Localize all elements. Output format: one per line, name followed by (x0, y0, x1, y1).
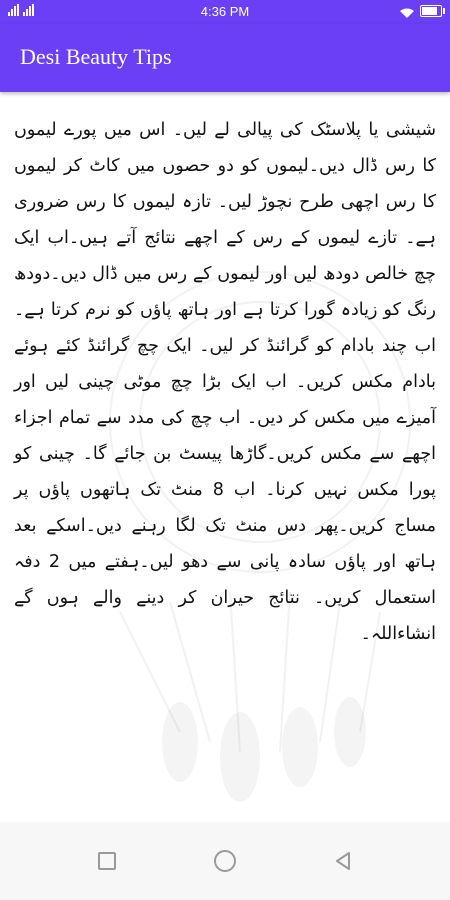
back-button[interactable] (326, 844, 360, 878)
circle-icon (214, 850, 236, 872)
navigation-bar (0, 822, 450, 900)
wifi-icon (400, 6, 414, 16)
app-bar (0, 24, 450, 92)
recents-button[interactable] (90, 844, 124, 878)
home-button[interactable] (208, 844, 242, 878)
battery-level (422, 7, 437, 15)
status-icons (400, 5, 442, 17)
square-icon (98, 852, 116, 870)
article-content[interactable] (0, 92, 450, 822)
app-title: Desi Beauty Tips (20, 44, 172, 69)
status-time: 4:36 PM (200, 4, 250, 19)
article-text: شیشی یا پلاسٹک کی پیالی لے لیں۔ اس میں پورے لیموں کا رس ڈال دیں۔لیموں کو دو حصوں میں کاٹ کر لیموں کا رس اچھی طرح نچوڑ لیں۔ تازہ لیموں کا رس ضروری ہے۔ تازے لیموں کے رس کے اچھے نتائج آتے ہیں۔اب ایک چچ خالص دودھ لیں اور لیموں کے رس میں ڈال دیں۔دودھ رنگ کو زیادہ گورا کرتا ہے اور ہاتھ پاؤں کو نرم کرتا ہے۔ اب چند بادام کو گرائنڈ کر لیں۔ ایک چچ گرائنڈ کئے ہوئے بادام مکس کریں۔ اب ایک بڑا چچ موٹی چینی لیں اور آمیزے میں مکس کر دیں۔ اب چچ کی مدد سے تمام اجزاء اچھے سے مکس کریں۔گاڑھا پیسٹ بن جائے گا۔ چینی کو پورا مکس نہیں کرنا۔ اب 8 منٹ تک ہاتھوں پاؤں پر مساج کریں۔پھر دس منٹ تک لگا رہنے دیں۔اسکے بعد ہاتھ اور پاؤں سادہ پانی سے دھو لیں۔ہفتے میں 2 دفہ استعمال کریں۔ نتائج حیران کر دینے والے ہوں گے انشاءاللہ۔ (14, 120, 436, 644)
status-bar (0, 0, 450, 24)
battery-icon (420, 5, 442, 17)
back-triangle-icon (335, 852, 351, 870)
